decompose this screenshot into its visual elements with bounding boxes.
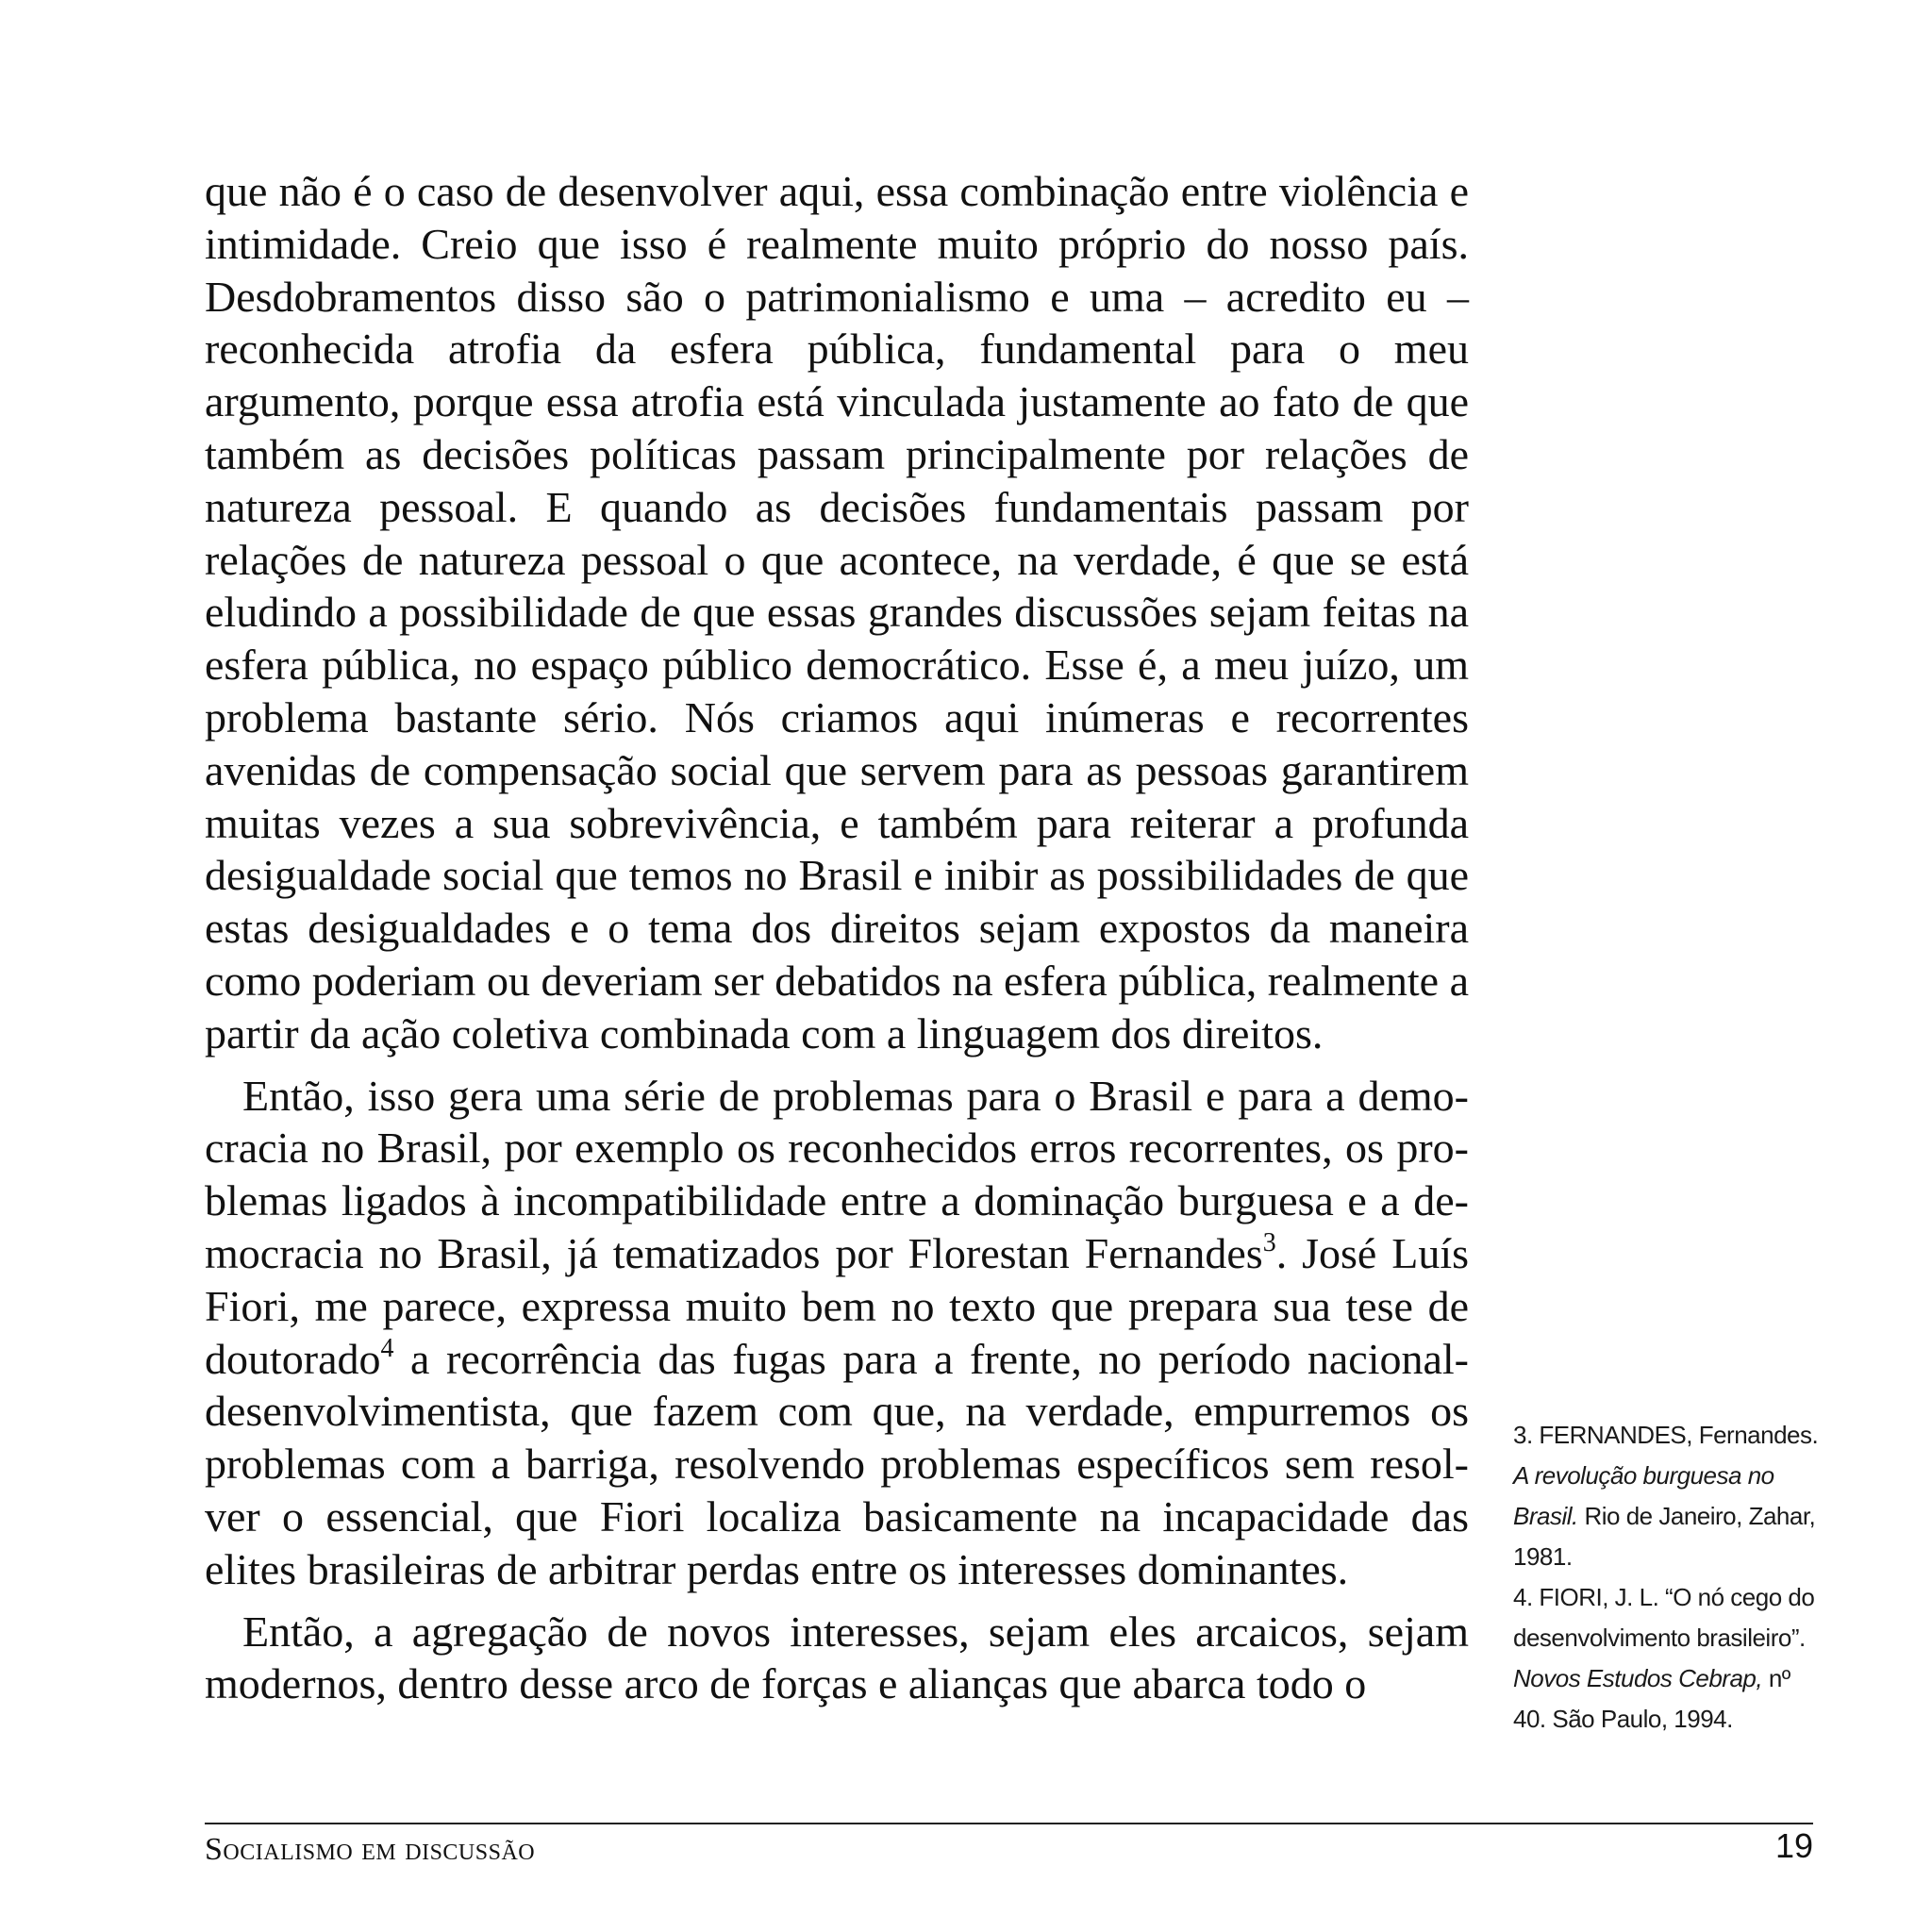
running-footer-title: Socialismo em discussão	[205, 1832, 536, 1867]
paragraph-2-part-a: Então, isso gera uma série de problemas para o Brasil e para a democracia no Brasil, por exemplo os reconhecidos erros recorrentes, os problemas ligados à incompatibilidade entre a dominação burguesa e a democracia no Brasil, já tematizados por Florestan Fernandes	[205, 1071, 1469, 1277]
page-number: 19	[1774, 1826, 1813, 1865]
footnote-ref-4: 4	[380, 1333, 394, 1363]
footnote-ref-3: 3	[1262, 1227, 1276, 1257]
footnote-4-suffix: nº 40. São Paulo, 1994.	[1513, 1664, 1790, 1733]
footnote-3-title: A revolução burguesa no Brasil.	[1513, 1461, 1774, 1530]
footnote-3-suffix: Rio de Janeiro, Zahar, 1981.	[1513, 1502, 1816, 1571]
footnote-3-prefix: 3. FERNANDES, Fernandes.	[1513, 1421, 1819, 1449]
footer-rule	[205, 1823, 1813, 1824]
paragraph-1: que não é o caso de desenvolver aqui, essa combinação entre violência e intimidade. Creio que isso é realmente muito próprio do nosso país. Desdobramentos disso são o patrimonialismo e uma – acredito eu – reconhecida atrofia da esfera pública, fundamental para o meu argumento, porque essa atrofia está vinculada justamente ao fato de que também as decisões políticas passam principalmente por relações de natureza pessoal. E quando as decisões fundamentais passam por relações de natureza pessoal o que acontece, na verdade, é que se está eludindo a possibilidade de que essas grandes discussões sejam feitas na esfera pública, no espaço público democrático. Esse é, a meu juízo, um problema bastante sério. Nós criamos aqui inúmeras e recorrentes avenidas de compensação social que servem para as pessoas garantirem muitas vezes a sua sobrevivência, e também para reiterar a profunda desigualdade social que temos no Brasil e inibir as possibilidades de que estas desigualdades e o tema dos direitos sejam expostos da maneira como poderiam ou deveriam ser debatidos na esfera pública, realmente a partir da ação coletiva combinada com a linguagem dos direitos.	[205, 167, 1469, 1058]
footnote-4-journal: Novos Estudos Cebrap,	[1513, 1664, 1763, 1692]
paragraph-2-part-b: . José Luís Fiori, me parece, expressa muito bem no texto que prepara sua tese de doutorado	[205, 1228, 1470, 1383]
paragraph-3: Então, a agregação de novos interesses, sejam eles arcaicos, sejam modernos, dentro desse arco de forças e alianças que abarca todo o	[205, 1607, 1469, 1708]
footnote-4	[1513, 1577, 1824, 1740]
paragraph-2	[205, 1070, 1469, 1596]
main-text-column	[205, 165, 1469, 1710]
footnotes-margin	[1513, 1415, 1824, 1740]
footnote-4-prefix: 4. FIORI, J. L. “O nó cego do desenvolvimento brasileiro”.	[1513, 1583, 1815, 1652]
footnote-3	[1513, 1415, 1824, 1577]
paragraph-2-part-c: a recorrência das fugas para a frente, no período nacional-desenvolvimentista, que fazem com que, na verdade, empurremos os problemas com a barriga, resolvendo problemas específicos sem resolver o essencial, que Fiori localiza basicamente na incapacidade das elites brasileiras de arbitrar perdas entre os interesses dominantes.	[205, 1334, 1469, 1593]
